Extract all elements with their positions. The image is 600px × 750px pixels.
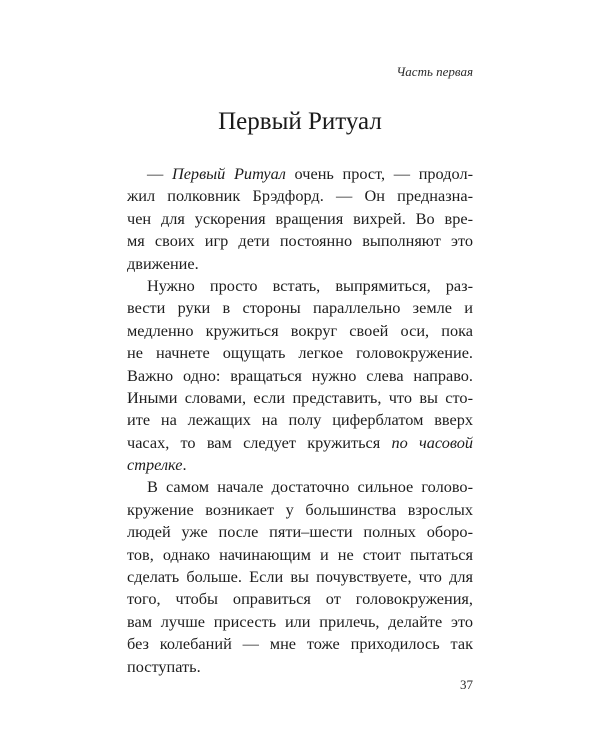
text-segment: медленно кружиться вокруг своей оси, пока [127, 320, 473, 340]
text-line [127, 566, 473, 588]
text-segment: движение. [127, 253, 199, 273]
text-line [127, 432, 473, 454]
chapter-title: Первый Ритуал [218, 108, 382, 135]
text-line [127, 365, 473, 387]
italic-text: по часовой [391, 432, 473, 452]
paragraph [127, 275, 473, 477]
text-segment: Важно одно: вращаться нужно слева направо. [127, 365, 473, 385]
text-segment: сделать больше. Если вы почувствуете, что для [127, 567, 473, 587]
text-segment: . [182, 455, 187, 475]
text-segment: В самом начале достаточно сильное голово- [147, 477, 473, 497]
text-line [127, 499, 473, 521]
text-line [127, 297, 473, 319]
text-segment: часах, то вам следует кружиться [127, 432, 392, 452]
page-number: 37 [460, 677, 473, 692]
running-header: Часть первая [396, 64, 473, 79]
text-line [127, 476, 473, 498]
text-segment: чен для ускорения вращения вихрей. Во вре- [127, 208, 473, 228]
text-segment: Иными словами, если представить, что вы сто- [127, 387, 473, 407]
text-line [127, 163, 473, 185]
text-line [127, 185, 473, 207]
text-segment: очень прост, — продол- [285, 164, 473, 183]
text-line [127, 409, 473, 431]
text-line [127, 230, 473, 252]
paragraph [127, 476, 473, 678]
text-segment: жил полковник Брэдфорд. — Он предназна- [127, 186, 473, 206]
text-segment: ите на лежащих на полу циферблатом вверх [127, 410, 473, 430]
text-line [127, 656, 473, 678]
italic-text: Первый Ритуал [171, 164, 286, 183]
text-line [127, 387, 473, 409]
text-segment: кружение возникает у большинства взрослых [127, 499, 473, 519]
text-segment: без колебаний — мне тоже приходилось так [127, 634, 473, 654]
text-line [127, 633, 473, 655]
text-segment: того, чтобы оправиться от головокружения, [127, 589, 473, 609]
text-line [127, 521, 473, 543]
text-segment: вести руки в стороны параллельно земле и [127, 298, 473, 318]
text-segment: Нужно просто встать, выпрямиться, раз- [147, 275, 473, 295]
text-segment: тов, однако начинающим и не стоит пытаться [127, 544, 473, 564]
body-text [127, 163, 473, 678]
text-segment: мя своих игр дети постоянно выполняют это [127, 231, 473, 251]
text-line [127, 342, 473, 364]
paragraph [127, 163, 473, 275]
text-segment: не начнете ощущать легкое головокружение. [127, 343, 473, 363]
text-segment: — [147, 164, 172, 183]
italic-text: стрелке [127, 455, 183, 475]
text-line [127, 208, 473, 230]
text-segment: вам лучше присесть или прилечь, делайте это [127, 611, 473, 631]
text-line [127, 544, 473, 566]
text-line [127, 588, 473, 610]
text-line [127, 275, 473, 297]
text-segment: поступать. [127, 656, 201, 676]
text-segment: людей уже после пяти–шести полных оборо- [127, 522, 473, 542]
text-line [127, 253, 473, 275]
text-line [127, 320, 473, 342]
text-line [127, 611, 473, 633]
text-line [127, 454, 473, 476]
